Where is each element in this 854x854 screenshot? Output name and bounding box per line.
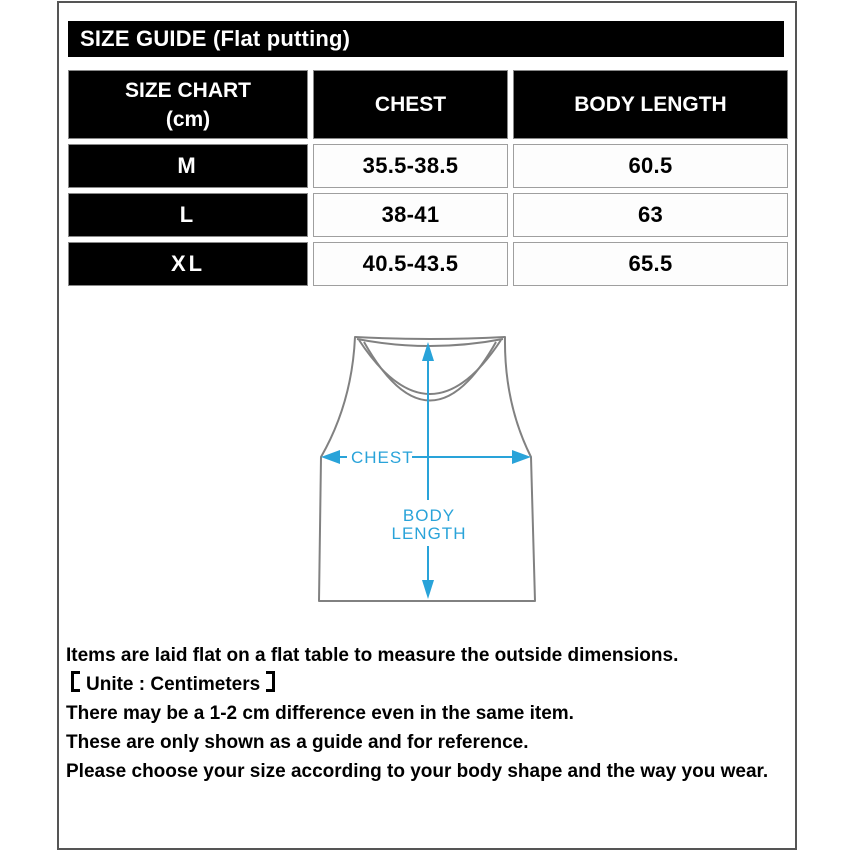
page-title: SIZE GUIDE (Flat putting) [68,21,784,57]
table-header-row [68,70,788,139]
body-length-value-cell: 63 [513,193,788,237]
table-row [68,242,788,286]
lenticular-bracket-open-icon [71,671,80,692]
unit-note-text: Unite : Centimeters [86,674,261,695]
lenticular-bracket-close-icon [266,671,275,692]
note-line-choose-size: Please choose your size according to your body shape and the way you wear. [66,761,769,782]
chest-value-cell: 40.5-43.5 [313,242,508,286]
tank-top-measurement-diagram [295,320,545,615]
column-header-size-line2: (cm) [165,107,211,131]
size-label-cell: L [68,193,308,237]
table-row [68,144,788,188]
chest-value-cell: 38-41 [313,193,508,237]
note-line-flat-measure: Items are laid flat on a flat table to measure the outside dimensions. [66,645,679,666]
body-length-label-line1: BODY [402,506,456,525]
column-header-size-line1: SIZE CHART [125,78,251,102]
size-label-cell: XL [68,242,308,286]
table-row [68,193,788,237]
chest-value-cell: 35.5-38.5 [313,144,508,188]
column-header-body-length: BODY LENGTH [513,70,788,139]
measurement-notes [66,641,798,786]
note-line-unit [66,670,798,699]
note-line-difference: There may be a 1-2 cm difference even in the same item. [66,703,574,724]
column-header-size [68,70,308,139]
column-header-chest: CHEST [313,70,508,139]
size-chart-table [63,65,793,291]
size-label-cell: M [68,144,308,188]
body-length-value-cell: 65.5 [513,242,788,286]
note-line-reference: These are only shown as a guide and for reference. [66,732,529,753]
body-length-label-line2: LENGTH [391,524,467,543]
body-length-value-cell: 60.5 [513,144,788,188]
chest-dimension-label: CHEST [351,448,414,467]
